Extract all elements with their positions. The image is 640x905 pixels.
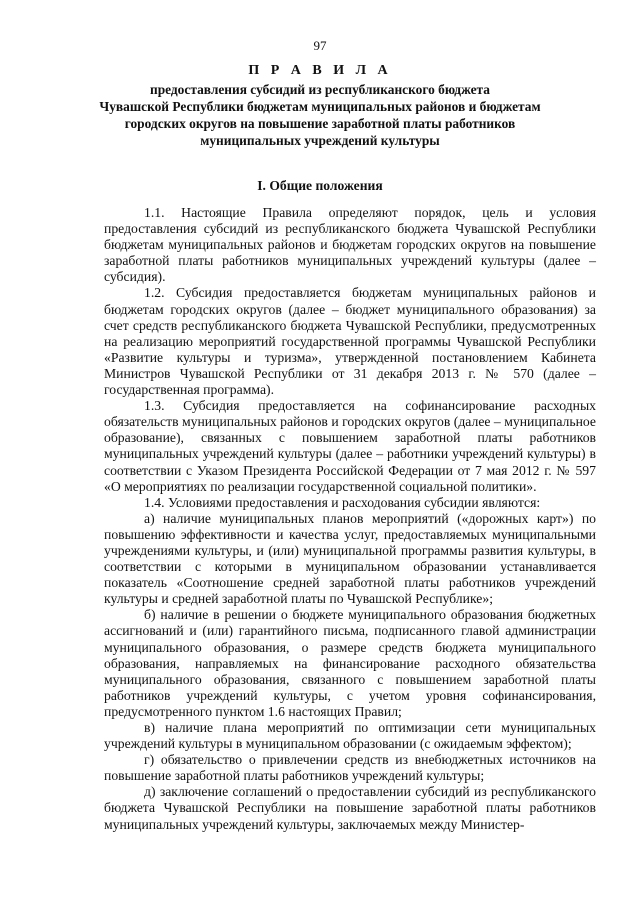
paragraph-1-3: 1.3. Субсидия предоставляется на софинансирование расходных обязательств муниципальных районов и городских округов (далее – муниципальное образование), связанных с повышением заработной платы работников муниципальных учреждений культуры (далее – работники учреждений культуры) в соответствии с Указом Президента Российской Федерации от 7 мая 2012 г. № 597 «О мероприятиях по реализации государственной социальной политики». xyxy=(104,398,596,494)
title-word: П Р А В И Л А xyxy=(248,63,392,78)
title-line: муниципальных учреждений культуры xyxy=(200,133,440,148)
section-heading: I. Общие положения xyxy=(257,178,383,193)
condition-g: г) обязательство о привлечении средств из внебюджетных источников на повышение заработной платы работников учреждений культуры; xyxy=(104,752,596,784)
title-line: Чувашской Республики бюджетам муниципальных районов и бюджетам xyxy=(99,99,541,114)
condition-v: в) наличие плана мероприятий по оптимизации сети муниципальных учреждений культуры в муниципальном образовании (с ожидаемым эффектом); xyxy=(104,720,596,752)
document-title xyxy=(70,62,570,149)
paragraph-1-1: 1.1. Настоящие Правила определяют порядок, цель и условия предоставления субсидий из республиканского бюджета Чувашской Республики бюджетам муниципальных районов и бюджетам городских округов на повышение заработной платы работников муниципальных учреждений культуры (далее – субсидия). xyxy=(104,205,596,285)
paragraph-1-4: 1.4. Условиями предоставления и расходования субсидии являются: xyxy=(144,494,541,510)
paragraph-1-2: 1.2. Субсидия предоставляется бюджетам муниципальных районов и бюджетам городских округов (далее – бюджет муниципального образования) за счет средств республиканского бюджета Чувашской Республики, предусмотренных на реализацию мероприятий государственной программы Чувашской Республики «Развитие культуры и туризма», утвержденной постановлением Кабинета Министров Чувашской Республики от 31 декабря 2013 г. № 570 (далее – государственная программа). xyxy=(104,285,596,398)
page-number: 97 xyxy=(313,38,327,53)
document-body xyxy=(104,205,596,833)
title-line: предоставления субсидий из республиканского бюджета xyxy=(149,82,490,97)
condition-b: б) наличие в решении о бюджете муниципального образования бюджетных ассигнований и (или) гарантийного письма, подписанного главой администрации муниципального образования, о размере средств бюджета муниципального образования, направляемых на финансирование расходного обязательства муниципального образования, связанного с повышением заработной платы работников учреждений культуры, с учетом уровня софинансирования, предусмотренного пунктом 1.6 настоящих Правил; xyxy=(104,607,596,719)
condition-a: а) наличие муниципальных планов мероприятий («дорожных карт») по повышению эффективности и качества услуг, предоставляемых муниципальными учреждениями культуры, и (или) муниципальной программы развития культуры, в соответствии с которыми в муниципальном образовании устанавливается показатель «Соотношение средней заработной платы работников учреждений культуры и средней заработной платы по Чувашской Республике»; xyxy=(104,510,596,607)
condition-d: д) заключение соглашений о предоставлении субсидий из республиканского бюджета Чувашской Республики на повышение заработной платы работников муниципальных учреждений культуры, заключаемых между Министер- xyxy=(104,784,596,832)
title-line: городских округов на повышение заработной платы работников xyxy=(124,116,516,131)
